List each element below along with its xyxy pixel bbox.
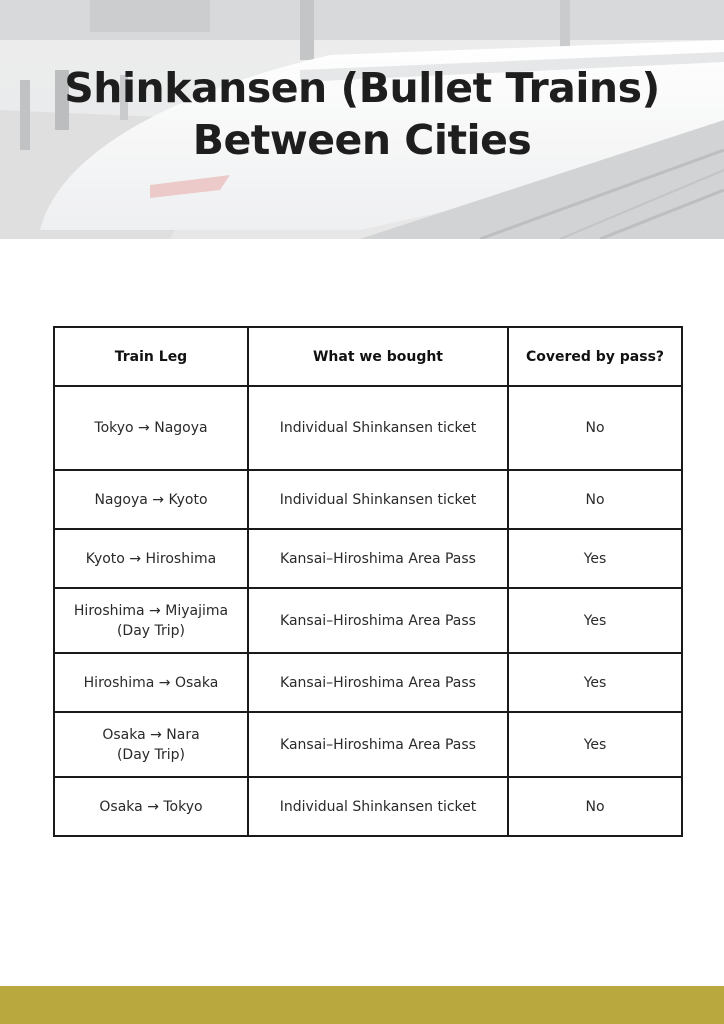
cell-what-we-bought: Kansai–Hiroshima Area Pass bbox=[248, 529, 508, 588]
table-header-row bbox=[54, 327, 682, 386]
table-row bbox=[54, 653, 682, 712]
table-row bbox=[54, 712, 682, 777]
table-row bbox=[54, 386, 682, 470]
cell-covered: Yes bbox=[508, 653, 682, 712]
cell-train-leg bbox=[54, 386, 248, 470]
train-legs-table bbox=[53, 326, 681, 837]
cell-train-leg bbox=[54, 588, 248, 653]
header-what-we-bought: What we bought bbox=[248, 327, 508, 386]
table-row bbox=[54, 470, 682, 529]
header-covered-by-pass: Covered by pass? bbox=[508, 327, 682, 386]
leg-note: (Day Trip) bbox=[116, 622, 186, 639]
title-line-2: Between Cities bbox=[192, 116, 532, 164]
cell-what-we-bought: Individual Shinkansen ticket bbox=[248, 470, 508, 529]
cell-train-leg bbox=[54, 470, 248, 529]
table-row bbox=[54, 529, 682, 588]
cell-train-leg bbox=[54, 653, 248, 712]
cell-covered: No bbox=[508, 470, 682, 529]
cell-covered: No bbox=[508, 777, 682, 836]
cell-train-leg bbox=[54, 712, 248, 777]
footer-accent-band bbox=[0, 986, 724, 1024]
cell-what-we-bought: Kansai–Hiroshima Area Pass bbox=[248, 712, 508, 777]
table-row bbox=[54, 777, 682, 836]
table-row bbox=[54, 588, 682, 653]
leg-note: (Day Trip) bbox=[116, 746, 186, 763]
cell-what-we-bought: Individual Shinkansen ticket bbox=[248, 777, 508, 836]
page-title bbox=[0, 62, 724, 166]
cell-what-we-bought: Kansai–Hiroshima Area Pass bbox=[248, 653, 508, 712]
leg-route: Kyoto → Hiroshima bbox=[85, 550, 217, 567]
cell-what-we-bought: Kansai–Hiroshima Area Pass bbox=[248, 588, 508, 653]
leg-route: Osaka → Nara bbox=[102, 726, 200, 743]
leg-route: Tokyo → Nagoya bbox=[94, 420, 208, 436]
cell-train-leg bbox=[54, 529, 248, 588]
leg-route: Hiroshima → Osaka bbox=[83, 674, 219, 691]
hero-banner bbox=[0, 0, 724, 239]
cell-what-we-bought: Individual Shinkansen ticket bbox=[248, 386, 508, 470]
header-train-leg: Train Leg bbox=[54, 327, 248, 386]
cell-covered: No bbox=[508, 386, 682, 470]
cell-covered: Yes bbox=[508, 712, 682, 777]
cell-covered: Yes bbox=[508, 529, 682, 588]
leg-route: Hiroshima → Miyajima bbox=[73, 602, 229, 619]
cell-train-leg bbox=[54, 777, 248, 836]
cell-covered: Yes bbox=[508, 588, 682, 653]
leg-route: Osaka → Tokyo bbox=[99, 798, 203, 815]
title-line-1: Shinkansen (Bullet Trains) bbox=[64, 64, 660, 112]
leg-route: Nagoya → Kyoto bbox=[94, 491, 208, 508]
